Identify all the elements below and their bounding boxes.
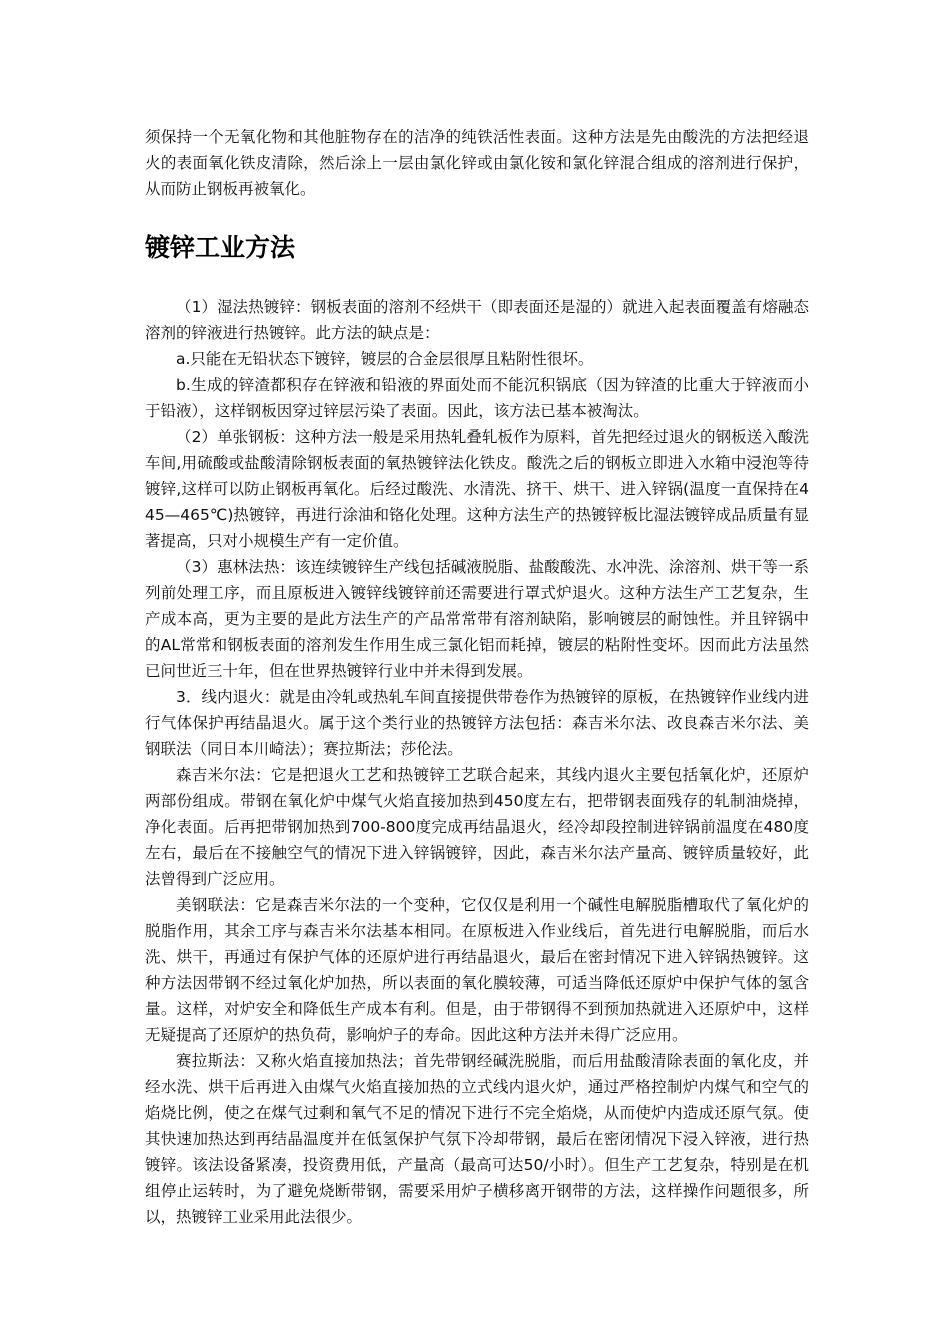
- paragraph-wheeling-method: （3）惠林法热：该连续镀锌生产线包括碱液脱脂、盐酸酸洗、水冲洗、涂溶剂、烘干等一系列前处理工序，而且原板进入镀锌线镀锌前还需要进行罩式炉退火。这种方法生产工艺复杂，生产成本高，更为主要的是此方法生产的产品常常带有溶剂缺陷，影响镀层的耐蚀性。并且锌锅中的AL常常和钢板表面的溶剂发生作用生成三氯化铝而耗掉，镀层的粘附性变坏。因而此方法虽然已问世近三十年，但在世界热镀锌行业中并未得到发展。: [145, 558, 809, 680]
- paragraph-drawback-b: b.生成的锌渣都积存在锌液和铅液的界面处而不能沉积锅底（因为锌渣的比重大于锌液而小于铅液），这样钢板因穿过锌层污染了表面。因此，该方法已基本被淘汰。: [145, 376, 809, 420]
- section-heading: 镀锌工业方法: [145, 233, 296, 262]
- paragraph-selas: 赛拉斯法：又称火焰直接加热法；首先带钢经碱洗脱脂，而后用盐酸清除表面的氧化皮，并经水洗、烘干后再进入由煤气火焰直接加热的立式线内退火炉，通过严格控制炉内煤气和空气的焰烧比例，使之在煤气过剩和氧气不足的情况下进行不完全焰烧，从而使炉内造成还原气氛。使其快速加热达到再结晶温度并在低氢保护气氛下冷却带钢，最后在密闭情况下浸入锌液，进行热镀锌。该法设备紧凑，投资费用低，产量高（最高可达50/小时）。但生产工艺复杂，特别是在机组停止运转时，为了避免烧断带钢，需要采用炉子横移离开钢带的方法，这样操作问题很多，所以，热镀锌工业采用此法很少。: [145, 1052, 809, 1226]
- paragraph-drawback-a: a.只能在无铅状态下镀锌，镀层的合金层很厚且粘附性很坏。: [176, 350, 594, 368]
- paragraph-single-sheet: （2）单张钢板：这种方法一般是采用热轧叠轧板作为原料，首先把经过退火的钢板送入酸洗车间,用硫酸或盐酸清除钢板表面的氧热镀锌法化铁皮。酸洗之后的钢板立即进入水箱中浸泡等待镀锌,这样可以防止钢板再氧化。后经过酸洗、水清洗、挤干、烘干、进入锌锅(温度一直保持在445—465℃)热镀锌，再进行涂油和铬化处理。这种方法生产的热镀锌板比湿法镀锌成品质量有显著提高，只对小规模生产有一定价值。: [145, 428, 809, 550]
- document-body: [145, 124, 809, 1230]
- paragraph-inline-annealing: 3．线内退火：就是由冷轧或热轧车间直接提供带卷作为热镀锌的原板，在热镀锌作业线内进行气体保护再结晶退火。属于这个类行业的热镀锌方法包括：森吉米尔法、改良森吉米尔法、美钢联法（同日本川崎法）；赛拉斯法；莎伦法。: [145, 688, 809, 758]
- intro-paragraph: 须保持一个无氧化物和其他脏物存在的洁净的纯铁活性表面。这种方法是先由酸洗的方法把经退火的表面氧化铁皮清除，然后涂上一层由氯化锌或由氯化铵和氯化锌混合组成的溶剂进行保护，从而防止钢板再被氧化。: [145, 128, 809, 198]
- paragraph-wet-galvanizing: （1）湿法热镀锌：钢板表面的溶剂不经烘干（即表面还是湿的）就进入起表面覆盖有熔融态溶剂的锌液进行热镀锌。此方法的缺点是：: [145, 298, 809, 342]
- paragraph-us-steel: 美钢联法：它是森吉米尔法的一个变种，它仅仅是利用一个碱性电解脱脂槽取代了氧化炉的脱脂作用，其余工序与森吉米尔法基本相同。在原板进入作业线后，首先进行电解脱脂，而后水洗、烘干，再通过有保护气体的还原炉进行再结晶退火，最后在密封情况下进入锌锅热镀锌。这种方法因带钢不经过氧化炉加热，所以表面的氧化膜较薄，可适当降低还原炉中保护气体的氢含量。这样，对炉安全和降低生产成本有利。但是，由于带钢得不到预加热就进入还原炉中，这样无疑提高了还原炉的热负荷，影响炉子的寿命。因此这种方法并未得广泛应用。: [145, 896, 809, 1044]
- paragraph-sendzimir: 森吉米尔法：它是把退火工艺和热镀锌工艺联合起来，其线内退火主要包括氧化炉，还原炉两部份组成。带钢在氧化炉中煤气火焰直接加热到450度左右，把带钢表面残存的轧制油烧掉，净化表面。后再把带钢加热到700-800度完成再结晶退火，经冷却段控制进锌锅前温度在480度左右，最后在不接触空气的情况下进入锌锅镀锌，因此，森吉米尔法产量高、镀锌质量较好，此法曾得到广泛应用。: [145, 766, 809, 888]
